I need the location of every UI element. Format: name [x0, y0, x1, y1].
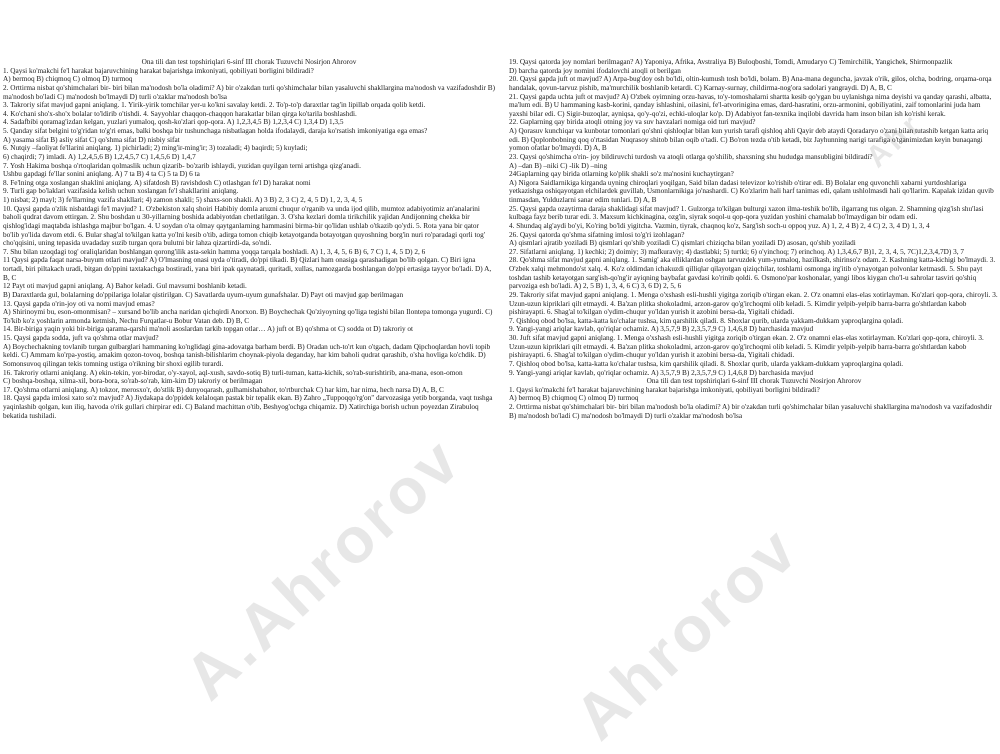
right-column-line: A) –dan B) –niki C) -lik D) –ning: [509, 161, 608, 170]
right-column-line: D) barcha qatorda joy nomini ifodalovchi atoqli ot berilgan: [509, 66, 681, 75]
right-column-line: 22. Gaplarning qay birida atoqli otning joy va suv havzalari nomiga oid turi mavjud?: [509, 118, 756, 127]
left-column-line: 7. Yosh Hakima boshqa o'rtoqlaridan qolmaslik uchun qizarib- bo'zarib ishlaydi, yuzidan quyilgan terni artishga qizg'anadi.: [3, 161, 361, 170]
right-column-line: 30. Juft sifat mavjud gapni aniqlang. 1. Menga o'xshash esli-hushli yigitga zoriqib o'tirgan ekan. 2. O'z onamni elas-elas xotirlayman. Ko'zlari qop-qora, chiroyli. 3. Uzun-uzun kipriklari qilt etmaydi. 4. Ba'zan plitka shokoladmi, arzon-garov qo'g'irchoqmi olib keladi. 5. Kimdir yelpib-yelpib barra-barra go'shtlardan kabob pishirayapti. 6. Shag'al to'kilgan o'ydim-chuqur yo'ldan yurish it azobini bersa-da, Yigitali chidadi.: [509, 334, 984, 360]
right-column-line: 9. Yangi-yangi ariqlar kavlab, qo'riqlar ochamiz. A) 3,5,7,9 B) 2,3,5,7,9 C) 1,4,6,8 D) barchasida mavjud: [509, 368, 814, 377]
left-column-line: 6. Nutqiy –faoliyat fe'llarini aniqlang. 1) pichirladi; 2) ming'ir-ming'ir; 3) tozaladi; 4) baqirdi; 5) kuyladi;: [3, 144, 308, 153]
left-column-line: 4. Sadafbibi qoramag'izdan kelgan, yuzlari yumaloq, qosh-ko'zlari qop-qora. A) 1,2,3,4,5 B) 1,2,3,4 C) 1,3,4 D) 1,3,5: [3, 118, 344, 127]
right-column-line: 24Gaplarning qay birida otlarning ko'plik shakli so'z ma'nosini kuchaytirgan?: [509, 170, 734, 179]
right-column-line: 26. Qaysi qatorda qo'shma sifatning imlosi to'g'ri izohlagan?: [509, 230, 685, 239]
left-column-line: C) boshqa-boshqa, xilma-xil, bora-bora, so'rab-so'rab, kim-kim D) takroriy ot berilmagan: [3, 377, 263, 386]
left-column-line: 6) chaqirdi; 7) imladi. A) 1,2,4,5,6 B) 1,2,4,5,7 C) 1,4,5,6 D) 1,4,7: [3, 152, 196, 161]
right-column-line: 29. Takroriy sifat mavjud gapni aniqlang. 1. Menga o'xshash esli-hushli yigitga zoriqib o'tirgan ekan. 2. O'z onamni elas-elas xotirlayman. Ko'zlari qop-qora, chiroyli. 3. Uzun-uzun kipriklari qilt etmaydi. 4. Ba'zan plitka shokoladmi, arzon-garov qo'g'irchoqmi olib keladi. 5. Kimdir yelpib-yelpib barra-barra go'shtlardan kabob pishirayapti. 6. Shag'al to'kilgan o'ydim-chuqur yo'ldan yurish it azobini bersa-da, Yigitali chidadi.: [509, 290, 998, 317]
right-column: [509, 58, 999, 703]
right-column-line: 25. Qaysi gapda ozaytirma daraja shaklidagi sifat mavjud? 1. Gulzorga to'kilgan bulturgi xazon ilma-teshik bo'lib, ilgarrang tus olgan. 2. Shamning qizg'ish shu'lasi kulbaga fayz berib turar edi. 3. Maxsum kichkinagina, ozg'in, siyrak soqol-u qop-qora yuzidan yoshini chamalab bo'lmaydigan bir odam edi.: [509, 204, 984, 222]
watermark-corner: Ahr: [860, 106, 930, 175]
right-column-line: 7. Qishloq obod bo'lsa, katta-katta ko'chalar tushsa, kim qarshilik qiladi. 8. Shoxlar qurib, ularda yakkam-dukkam yaproqlargina qoladi.: [509, 316, 904, 325]
watermark-left: A.Ahrorov: [170, 422, 475, 714]
right-column-line: 27. Sifatlarni aniqlang. 1) kechki; 2) doimiy; 3) mafkuraviy; 4) dastlabki; 5) turtki; 6) o'yinchoq; 7) erinchoq. A) 1,3,4,6,7 B)1, 2, 3, 4, 5, 7C)1,2,3,4,7D) 3, 7: [509, 247, 964, 256]
left-column-line: 1) nisbat; 2) mayl; 3) fe'llarning vazifa shakllari; 4) zamon shakli; 5) shaxs-son shakli. A) 3 B) 2, 3 C) 2, 4, 5 D) 1, 2, 3, 4, 5: [3, 196, 363, 204]
left-column-line: A) yasama sifat B) asliy sifat C) qo'shma sifat D) nisbiy sifat: [3, 135, 180, 144]
left-column-line: 15. Qaysi gapda sodda, juft va qo'shma otlar mavjud?: [3, 334, 159, 342]
left-column-line: 13. Qaysi gapda o'rin-joy oti va nomi mavjud emas?: [3, 299, 155, 308]
right-column-line: 2. Orttirma nisbat qo'shimchalari bir- biri bilan ma'nodosh bo'la oladimi? A) bir o'zakdan turli qo'shimchalar bilan yasaluvchi shakllargina ma'nodosh va vazifadoshdir B) ma'nodosh bo'ladi C) ma'nodosh bo'lmaydi D) turli o'zaklar ma'nodosh bo'lsa: [509, 403, 992, 420]
left-column-line: A) Shirinoymi bu, eson-omonmisan? – xursand bo'lib ancha naridan qichqirdi Anorxon. B) Boychechak Qo'ziyoyning qo'liga tegishi bilan Ilontepa tomonga yugurdi. C) To'kib ko'z yoshlarin armonda ketmish, Nechu Furqatlar-u Bobur Vatan deb. D) B, C: [3, 308, 493, 325]
left-column-line: 17. Qo'shma otlarni aniqlang. A) tokzor, merosxo'r, do'stlik B) dunyoqarash, gulhamishabahor, to'rtburchak C) har kim, har nima, hech narsa D) A, B, C: [3, 385, 444, 394]
left-column-line: 18. Qaysi gapda imlosi xato so'z mavjud? A) Jiydakapa do'ppidek kelaloqan pastak bir tepalik ekan. B) Zahro „Tupроqqo'rg'on" darvozasiga yetib borganda, vaqt tushga yaqinlashib qolgan, kun iliq, havoda o'rik gullari chirpirar edi. C) Baland machittan o'tib, Beshyog'ochga chiqamiz. D) Xatirchiga borish uchun poyezdan Zirabuloq bekatida tushiladi.: [3, 394, 493, 420]
right-column-line: 28. Qo'shma sifat mavjud gapni aniqlang. 1. Samig' aka elliklardan oshgan tarvuzdek yum-yumaloq, hazilkash, shirinso'z odam. 2. Kashning katta-kichigi bo'lmaydi. 3. O'zbek xalqi mehmondo'st xalq. 4. Ko'z oldimdan ichakuzdi qilliqlar qilayotgan qiziqchilar, toshlarni osmonga irg'itib o'ynayotgan polvonlar ketmasdi. 5. Shu payt toshdan tashib ketayotgan sarg'ish-qo'ng'ir ayiqning baybafat gavdasi ko'rinib qoldi. 6. Osmono'par koshonalar, yangi libos kiygan cho'l-u sahrolar tasviri qo'shiq parvoziga esh bo'ladi. A) 2, 5 B) 1, 3, 4, 6 C) 3, 6 D) 2, 5, 6: [509, 256, 996, 291]
right-column-line: 23. Qaysi qo'shimcha o'rin- joy bildiruvchi turdosh va atoqli otlarga qo'shilib, shaxsning shu hududga mansubligini bildiradi?: [509, 152, 873, 161]
left-column-line: 12 Payt oti mavjud gapni aniqlang. A) Bahor keladi. Gul mavsumi boshlanib ketadi.: [3, 282, 247, 291]
right-column-line: Ona tili dan test topshiriqlari 6-sinf III chorak Tuzuvchi Nosirjon Ahrorov: [646, 377, 862, 386]
left-column-line: 16. Takroriy otlarni aniqlang. A) ekin-tekin, yor-birodar, o'y-xayol, aql-xush, savdo-sotiq B) turli-tuman, katta-kichik, so'rab-surishtirib, ana-mana, eson-omon: [3, 368, 463, 377]
left-column-line: 4. Ko'chani sho'x-sho'x bolalar to'ldirib o'tishdi. 4. Sayyohlar chaqqon-chaqqon harakatlar bilan qirga ko'tarila boshlashdi.: [3, 109, 357, 118]
right-column-line: 19. Qaysi qatorda joy nomlari berilmagan? A) Yaponiya, Afrika, Avstraliya B) Buloqboshi, Tomdi, Amudaryo C) Temirchilik, Yangichek, Shirmonpazlik: [509, 58, 953, 66]
left-column-line: A) bermoq B) chiqmoq C) olmoq D) turmoq: [3, 75, 133, 84]
right-column-line: 20. Qaysi gapda juft ot mavjud? A) Arpa-bug'doy osh bo'ldi, oltin-kumush tosh bo'ldi, bolam. B) Ana-mana deguncha, javzak o'rik, gilos, olcha, bodring, orqama-orqa handalak, qovun-tarvuz pishib, ma'murchilik boshlanib ketardi. C) Karnay-surnay, childirma-nog'ora sadolari yangraydi. D) A, B, C: [509, 75, 992, 92]
right-column-line: 21. Qaysi gapda uchta juft ot mavjud? A) O'zbek oyimning orzu-havas, to'y-tomoshalarni shartta kesib qo'ygan bu uylanishga nima deyishi va qanday qarashi, albatta, ma'lum edi. B) U hammaning kasb-korini, qanday ishlashini, oilasini, fe'l-atvorinigina emas, dard-hasratini, orzu-armonini, qobiliyatini, zaif tomonlarini juda ham yaxshi bilar edi. C) Sigir-buzoqlar, ayniqsa, qo'y-qo'zi, echki-uloqlar ko'p. D) Adabiyot fan-texnika inqilobi davrida ham inson bilan ish ko'rishi kerak.: [509, 92, 992, 118]
right-column-line: A) qismlari ajratib yoziladi B) qismlari qo'shib yoziladi C) qismlari chiziqcha bilan yoziladi D) asosan, qo'shib yoziladi: [509, 239, 856, 248]
left-column: [3, 58, 495, 703]
left-column-line: B) Daraxtlarda gul, bolalarning do'ppilariga lolalar qistirilgan. C) Savatlarda uyum-uyum gunafshalar. D) Payt oti mavjud gap berilmagan: [3, 290, 404, 299]
left-column-line: A) Boychechakning tovlanib turgan gulbarglari hammaning ko'nglidagi gina-adovatga barham berdi. B) Oradan uch-to'rt kun o'tgach, dadam Qipchoqlardan hovli topib keldi. C) Ammam ko'rpa-yostiq, amakim qozon-tovoq, boshqa tanish-bilishlarim choynak-piyola deganday, har kim baholi qudrat qarashib, o'sha hovliga ko'chdik. D) Somonsuvoq qilingan tekis tomning ustiga o'rikning bir shoxi egilib turardi.: [3, 342, 491, 368]
right-column-line: A) Qorasuv kunchiqar va kunbotar tomonlari qo'shni qishloqlar bilan kun yurish tarafi qishloq ahli Qayir deb ataydi Qoradaryo o'zani bilan tutashib ketgan katta ariq edi. B) Qoplonbobning qoq o'rtasidan Nuqrasoy shitob bilan oqib o'tadi. C) Bo'ron tezda o'tib ketadi, biz Jayhunning narigi tarafiga o'tganimizdan keyin bunaqangi yomon ofatlar bo'lmaydi. D) A, B: [509, 127, 989, 153]
right-column-line: A) bermoq B) chiqmoq C) olmoq D) turmoq: [509, 394, 639, 403]
right-column-line: 9. Yangi-yangi ariqlar kavlab, qo'riqlar ochamiz. A) 3,5,7,9 B) 2,3,5,7,9 C) 1,4,6,8 D) barchasida mavjud: [509, 325, 814, 334]
right-column-line: 1. Qaysi ko'makchi fe'l harakat bajaruvchining harakat bajarishga imkoniyati, qobiliyati borligini bildiradi?: [509, 385, 820, 394]
right-column-line: 7. Qishloq obod bo'lsa, katta-katta ko'chalar tushsa, kim qarshilik qiladi. 8. Shoxlar qurib, ularda yakkam-dukkam yaproqlargina qoladi.: [509, 359, 904, 368]
left-column-line: 14. Bir-biriga yaqin yoki bir-biriga qarama-qarshi ma'noli asoslardan tarkib topgan otlar… A) juft ot B) qo'shma ot C) sodda ot D) takroriy ot: [3, 325, 414, 334]
left-column-line: 1. Qaysi ko'makchi fe'l harakat bajaruvchining harakat bajarishga imkoniyati, qobiliyati borligini bildiradi?: [3, 66, 314, 75]
watermark-right: Ahrorov: [560, 511, 813, 754]
left-column-line: 10. Qaysi gapda o'zlik nisbatdagi fe'l mavjud? 1. O'zbekiston xalq shoiri Habibiy domla aruzni chuqur o'rganib va unda ijod qilib, mumtoz adabiyotimiz an'analarini baholi qudrat davom ettirgan. 2. Shu boshdan u 30-yillarning boshida adabiyotdan chetlatilgan. 3. O'sha kezlari domla tirikchilik yajidan Andijonning chekka bir qishlog'idagi maqtabda ishlashga majbur bo'lgan. 4. U soydan o'ta olmay qaytganlarning hammasini birma-bir qo'lidan ushlab o'tkazib qo'ydi. 5. Rota yana bir qator bo'lib yo'lida davom etdi. 6. Bular shag'al to'kilgan katta yo'lni kesib o'tib, adirga tomon chiqib ketayotganda botayotgan quyoshning borg'in nuri ro'paradagi qorli tog' cho'qqisini, uning tepasida uvadaday suzib turgan qora bulutni bir lahza qizartirdi-da, so'ndi.: [3, 204, 486, 248]
left-column-line: 9. Turli gap bo'laklari vazifasida kelish uchun xoslangan fe'l shakllarini aniqlang.: [3, 187, 239, 196]
left-column-line: 7. Shu bilan uzoqdagi tog' oraliqlaridan boshlangan qorong'ilik asta-sekin hamma yoqqa tarqala boshladi. A) 1, 3, 4, 5, 6 B) 6, 7 C) 1, 4, 5 D) 2, 6: [3, 247, 426, 256]
right-column-line: A) Nigora Saidlarnikiga kirganda uyning chiroqlari yoqilgan, Said bilan dadasi televizor ko'rishib o'tirar edi. B) Bolalar eng quvonchli xabarni yurtdoshlariga yetkazishga oshiqayotgan elchilardek guvillab, Usmonlarnikiga jo'nashardi. C) Ko'zlarim hali harf tanimas edi, qalam ushlolmasdi hali qo'llarim. Kapalak izidan quvib tinmasdan, Yulduzlarni sanar edim tunlari. D) A, B: [509, 178, 994, 204]
left-column-line: Ona tili dan test topshiriqlari 6-sinf III chorak Tuzuvchi Nosirjon Ahrorov: [141, 58, 357, 66]
left-column-line: 5. Qanday sifat belgini to'g'ridan to'g'ri emas, balki boshqa bir tushunchaga nisbatlagan holda ifodalaydi, daraja ko'rsatish imkoniyatiga ega emas?: [3, 127, 428, 135]
right-column-line: 4. Shundaq alg'aydi bo'yi, Ko'ring bo'ldi yigitcha. Vazmin, tiyrak, chaqnoq ko'z, Sarg'ish soch-u oppoq yuz. A) 1, 2, 4 B) 2, 4 C) 2, 3, 4 D) 1, 3, 4: [509, 221, 930, 230]
left-column-line: Ushbu gapdagi fe'llar sonini aniqlang. A) 7 ta B) 4 ta C) 5 ta D) 6 ta: [3, 170, 200, 179]
left-column-line: 11 Qaysi gapda faqat narsa-buyum otlari mavjud? A) O'lmasning onasi uyda o'tiradi, do'ppi tikadi. B) Qizlari ham onasiga qarashadigan bo'lib qolgan. C) Biri igna tortadi, biri piltakach uradi, bitgan do'ppini taxtakachga bostiradi, yana biri ipak qaynatadi, quritadi, xullas, namozgarda boshlangan do'ppi ertasiga tayyor bo'ladi. D) A, B, C: [3, 256, 492, 282]
left-column-line: 3. Takroriy sifat mavjud gapni aniqlang. 1. Yirik-yirik tomchilar yer-u ko'kni savalay ketdi. 2. To'p-to'p daraxtlar tag'in lipillab orqada qolib ketdi.: [3, 101, 426, 110]
left-column-line: 2. Orttirma nisbat qo'shimchalari bir- biri bilan ma'nodosh bo'la oladimi? A) bir o'zakdan turli qo'shimchalar bilan yasaluvchi shakllargina ma'nodosh va vazifadoshdir B) ma'nodosh bo'ladi C) ma'nodosh bo'lmaydi D) turli o'zaklar ma'nodosh bo'lsa: [3, 83, 495, 101]
left-column-line: 8. Fe'lning otga xoslangan shaklini aniqlang. A) sifatdosh B) ravishdosh C) otlashgan fe'l D) harakat nomi: [3, 178, 311, 187]
